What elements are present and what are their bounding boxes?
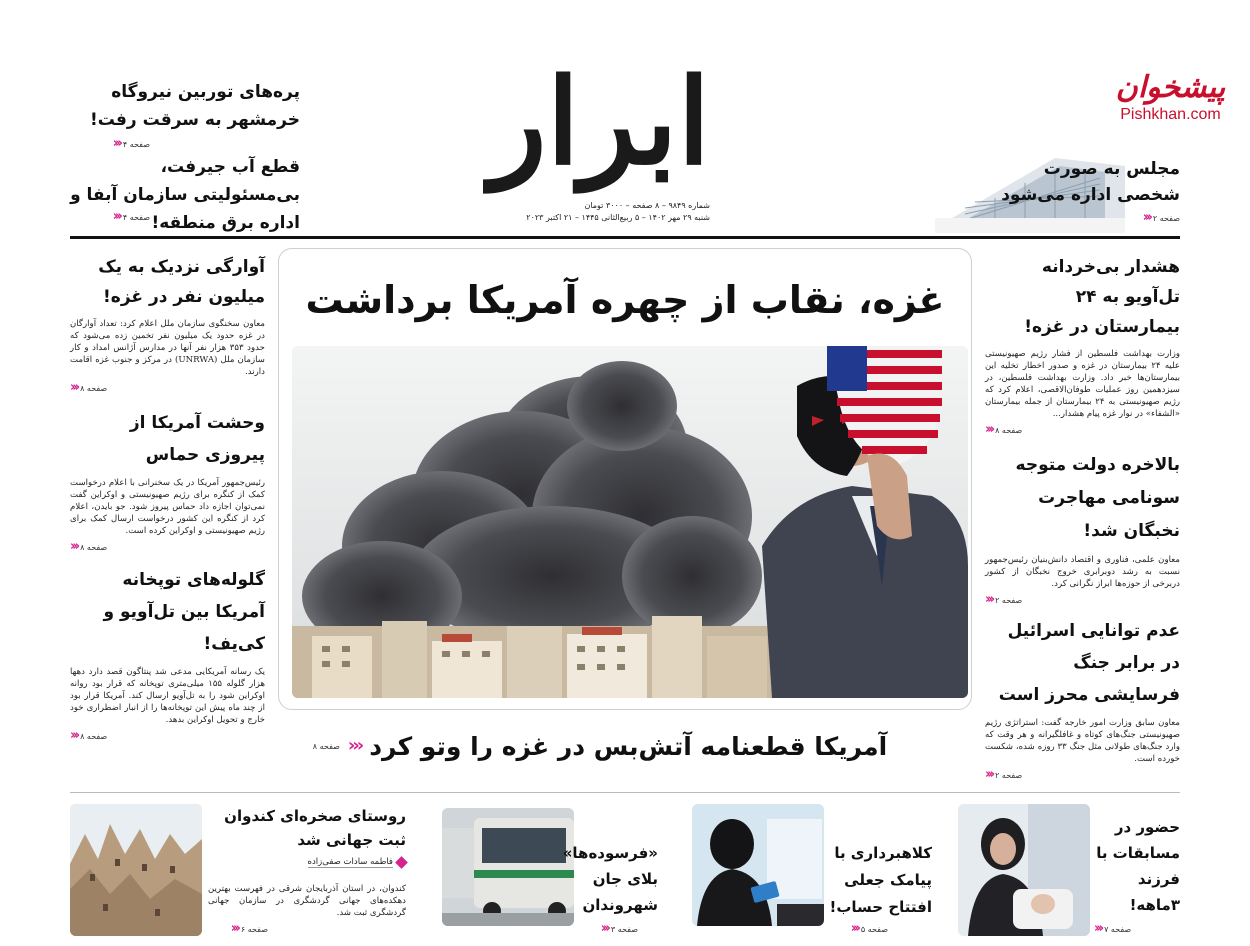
main-subheadline: آمریکا قطعنامه آتش‌بس در غزه را وتو کرد xyxy=(369,731,888,761)
top-left-headline-1[interactable]: پره‌های توربین نیروگاه خرمشهر به سرقت رفت! xyxy=(90,82,300,130)
right-headline-3[interactable]: عدم توانایی اسرائیل در برابر جنگ فرسایشی محرز است xyxy=(998,621,1180,705)
pageref-text: صفحه ۲ xyxy=(1152,213,1180,223)
chevrons-icon: ‹‹‹ xyxy=(230,921,238,936)
pageref-text: صفحه ۵ xyxy=(860,924,888,934)
main-subheadline-row[interactable] xyxy=(290,726,910,766)
top-left-pageref-2[interactable] xyxy=(70,209,150,224)
left-pageref-1[interactable] xyxy=(70,380,265,395)
right-pageref-2[interactable] xyxy=(985,592,1180,607)
chevrons-icon: ‹‹‹ xyxy=(112,136,120,151)
masthead-title xyxy=(470,52,730,202)
bottom-body-4: کندوان، در استان آذربایجان شرقی در فهرست بهترین دهکده‌های جهانی گردشگری در سازمان جهانی گردشگری ثبت شد. xyxy=(208,884,406,918)
top-right-pageref[interactable] xyxy=(1090,210,1180,225)
left-headline-2[interactable]: وحشت آمریکا از پیروزی حماس xyxy=(129,413,265,465)
masthead-title-text: ابرار xyxy=(489,52,711,191)
right-body-3: معاون سابق وزارت امور خارجه گفت: استراتژی رژیم صهیونیستی جنگ‌های کوتاه و غافلگیرانه و هر وقت که وارد جنگ‌های طولانی مثل جنگ ۳۳ روزه شده، شکست خورده است. xyxy=(985,718,1181,764)
bottom-pageref-4[interactable] xyxy=(208,921,268,936)
left-headline-1[interactable]: آوارگی نزدیک به یک میلیون نفر در غزه! xyxy=(98,257,265,307)
bottom-pageref-3[interactable] xyxy=(578,921,638,936)
left-body-1: معاون سخنگوی سازمان ملل اعلام کرد: تعداد آوارگان در غزه حدود یک میلیون نفر تخمین زده می‌شود که حدود ۳۵۳ هزار نفر آنها در مدارس آژانس امداد و کار سازمان ملل (UNRWA) در مرکز و جنوب غزه اقامت دارند. xyxy=(70,319,265,377)
bottom-pageref-1[interactable] xyxy=(1094,921,1180,936)
date-line: شنبه ۲۹ مهر ۱۴۰۲ – ۵ ربیع‌الثانی ۱۴۴۵ – ۲۱ اکتبر ۲۰۲۳ xyxy=(526,213,710,222)
chevrons-icon: ‹‹‹ xyxy=(985,422,993,437)
pageref-text: صفحه ۶ xyxy=(240,924,268,934)
watermark-fa: پیشخوان xyxy=(1115,70,1226,105)
right-pageref-3[interactable] xyxy=(985,767,1180,782)
main-photo-gaza-mask xyxy=(292,346,968,698)
bottom-headline-4[interactable]: روستای صخره‌ای کندوان ثبت جهانی شد xyxy=(224,807,406,849)
chevrons-icon: ‹‹‹ xyxy=(70,539,78,554)
left-pageref-3[interactable] xyxy=(70,728,265,743)
pageref-text: صفحه ۴ xyxy=(122,139,150,149)
pageref-text: صفحه ۸ xyxy=(80,383,108,393)
bottom-divider xyxy=(70,792,1180,793)
chevrons-icon: ‹‹‹ xyxy=(347,735,362,756)
pageref-text: صفحه ۳ xyxy=(610,924,638,934)
left-body-2: رئیس‌جمهور آمریکا در یک سخنرانی با اعلام درخواست کمک از کنگره برای رژیم صهیونیستی و اوکراین گفت نمی‌توان اجازه داد حماس پیروز شود. جو بایدن، اعلام کرد از کنگره این کشور درخواست ارسال کمک برای رژیم صهیونیستی و اوکراین کرده است. xyxy=(70,478,265,536)
chevrons-icon: ‹‹‹ xyxy=(985,592,993,607)
chevrons-icon: ‹‹‹ xyxy=(112,209,120,224)
bottom-headline-3[interactable]: «فرسوده‌ها» بلای جان شهروندان xyxy=(562,844,658,914)
bottom-pageref-2[interactable] xyxy=(828,921,888,936)
right-column xyxy=(985,252,1180,780)
pageref-text: صفحه ۲ xyxy=(995,595,1023,605)
top-right-headline[interactable]: مجلس به صورت شخصی اداره می‌شود xyxy=(1001,159,1180,205)
bottom-photo-mother-baby xyxy=(958,804,1090,936)
main-headline[interactable]: غزه، نقاب از چهره آمریکا برداشت xyxy=(305,278,945,322)
issue-line: شماره ۹۸۴۹ – ۸ صفحه – ۳۰۰۰ تومان xyxy=(584,201,710,210)
right-headline-2[interactable]: بالاخره دولت متوجه سونامی مهاجرت نخبگان شد! xyxy=(1015,455,1180,541)
bottom-headline-1[interactable]: حضور در مسابقات با فرزند ۳ماهه! xyxy=(1096,818,1180,914)
right-body-1: وزارت بهداشت فلسطین از فشار رژیم صهیونیستی علیه ۲۴ بیمارستان در غزه و صدور اخطار تخلیه این بیمارستان‌ها خبر داد. وزارت بهداشت فلسطین، در سیزدهمین روز عملیات طوفان‌الاقصی، اعلام کرد که رژیم صهیونیستی به ۲۴ بیمارستان از جمله بیمارستان «الشفاء» در نوار غزه پیام هشدار... xyxy=(985,349,1180,419)
bottom-photo-old-buses xyxy=(442,808,574,926)
bottom-headline-2[interactable]: کلاهبرداری با پیامک جعلی افتتاح حساب! xyxy=(829,844,932,916)
right-headline-1[interactable]: هشدار بی‌خردانه تل‌آویو به ۲۴ بیمارستان در غزه! xyxy=(1024,257,1180,337)
pageref-text: صفحه ۴ xyxy=(122,212,150,222)
pageref-text: صفحه ۸ xyxy=(80,542,108,552)
chevrons-icon: ‹‹‹ xyxy=(1094,921,1102,936)
bottom-photo-kandovan xyxy=(70,804,202,936)
right-pageref-1[interactable] xyxy=(985,422,1180,437)
pageref-text: صفحه ۸ xyxy=(995,425,1023,435)
chevrons-icon: ‹‹‹ xyxy=(600,921,608,936)
masthead-rule xyxy=(70,236,1180,239)
top-left-pageref-1[interactable] xyxy=(70,136,150,151)
bottom-photo-hacker xyxy=(692,804,824,926)
left-body-3: یک رسانه آمریکایی مدعی شد پنتاگون قصد دارد دهها هزار گلوله ۱۵۵ میلی‌متری توپخانه که قرار بود روانه اوکراین شود را به تل‌آویو ارسال کند. آمریکا قرار بود از چند ماه پیش این توپخانه‌ها را از انبار اضطراری خود خارج و تحویل اوکراین بدهد. xyxy=(70,667,265,725)
pishkhan-watermark xyxy=(1108,70,1233,124)
chevrons-icon: ‹‹‹ xyxy=(70,728,78,743)
pageref-text: صفحه ۲ xyxy=(995,770,1023,780)
bottom-byline-row xyxy=(270,857,406,868)
bottom-byline: فاطمه سادات صفی‌زاده xyxy=(307,857,393,867)
chevrons-icon: ‹‹‹ xyxy=(70,380,78,395)
watermark-en: Pishkhan.com xyxy=(1120,106,1221,123)
left-pageref-2[interactable] xyxy=(70,539,265,554)
right-body-2: معاون علمی، فناوری و اقتصاد دانش‌بنیان رئیس‌جمهور نسبت به رشد دوبرابری خروج نخبگان از کشور دربرخی از حوزه‌ها ابراز نگرانی کرد. xyxy=(985,555,1180,589)
diamond-icon xyxy=(395,856,408,869)
top-left-headline-2[interactable]: قطع آب جیرفت، بی‌مسئولیتی سازمان آبفا و اداره برق منطقه! xyxy=(70,157,300,233)
pageref-text: صفحه ۸ xyxy=(80,731,108,741)
chevrons-icon: ‹‹‹ xyxy=(1142,210,1150,225)
left-column xyxy=(70,252,265,741)
chevrons-icon: ‹‹‹ xyxy=(850,921,858,936)
pageref-text: صفحه ۷ xyxy=(1104,924,1132,934)
chevrons-icon: ‹‹‹ xyxy=(985,767,993,782)
left-headline-3[interactable]: گلوله‌های توپخانه آمریکا بین تل‌آویو و کی‌یف! xyxy=(103,570,265,654)
main-pageref: صفحه ۸ xyxy=(312,741,340,751)
